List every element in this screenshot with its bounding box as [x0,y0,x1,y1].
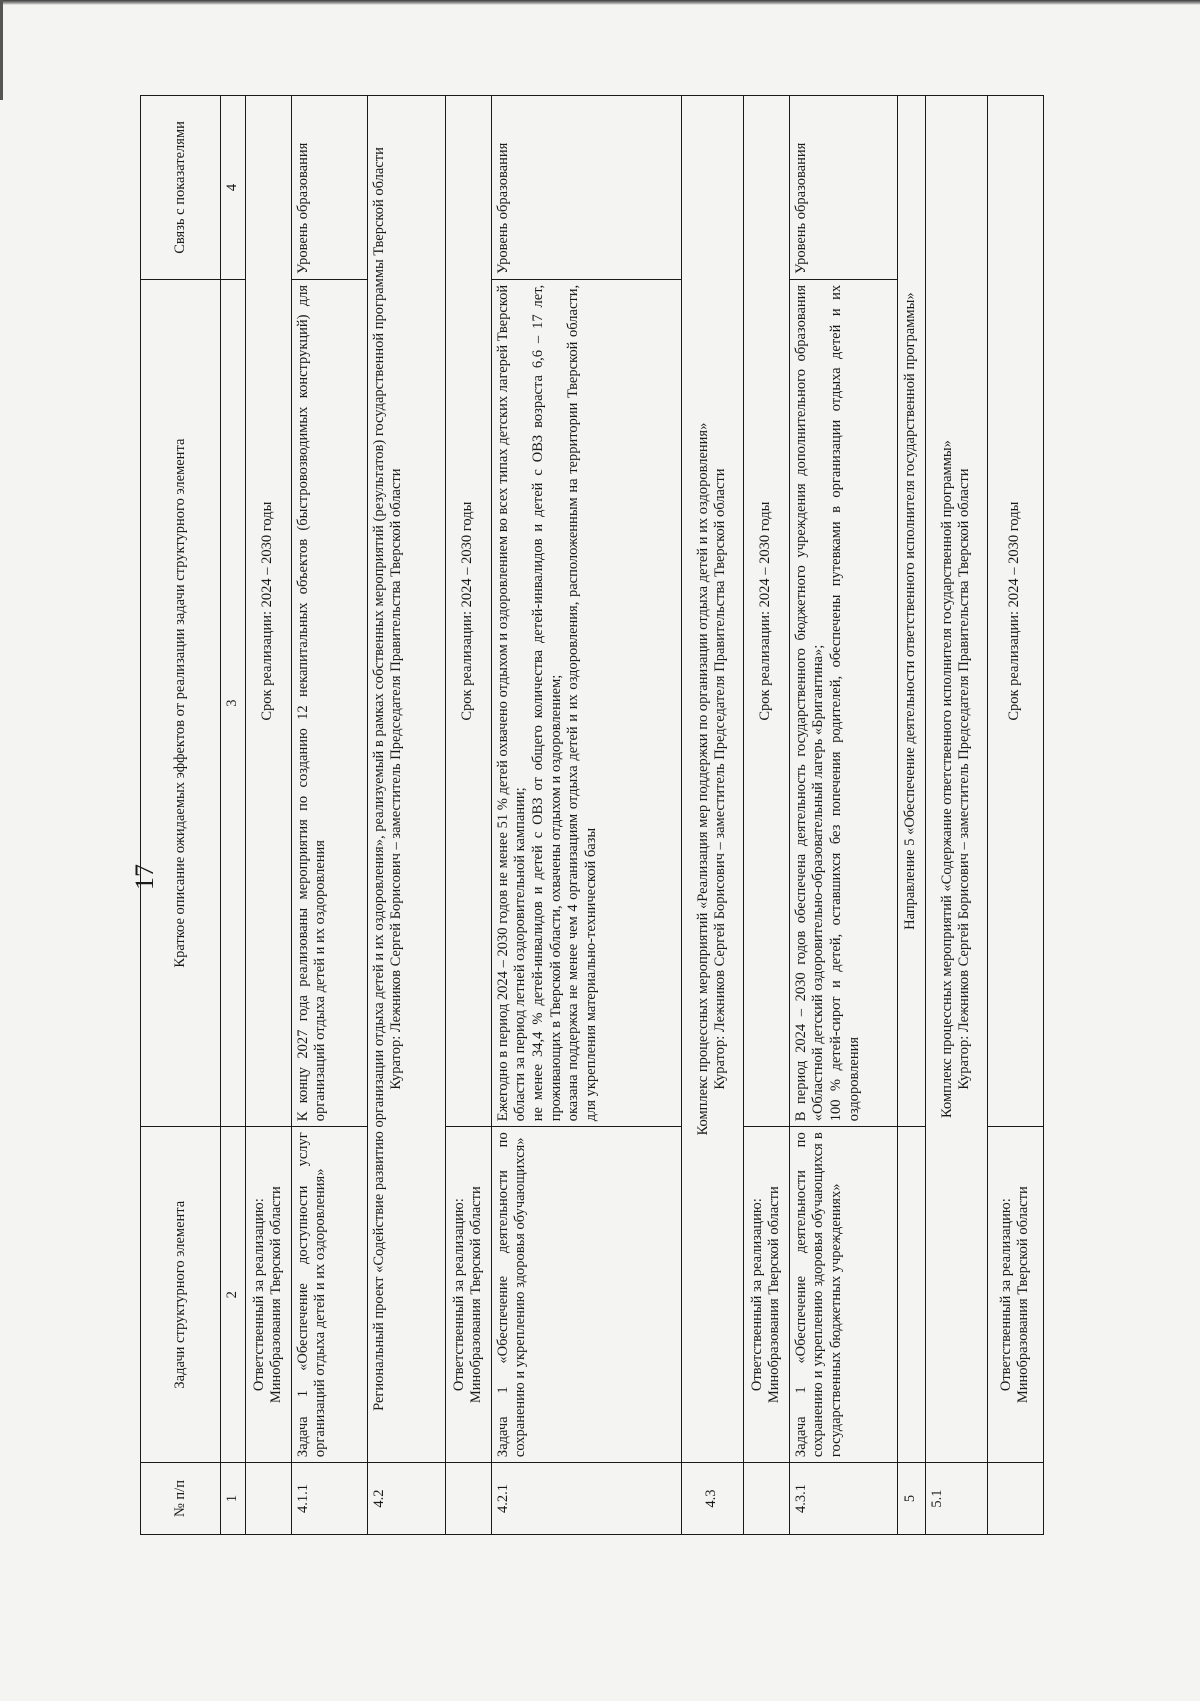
col-number-3: 3 [221,279,246,1126]
responsible-cell: Ответственный за реализацию: Минобразования Тверской области [445,1127,491,1463]
rotated-table-wrapper [140,95,1040,1535]
link-cell: Уровень образования [491,96,681,280]
term-cell: Срок реализации: 2024 – 2030 годы [987,96,1043,1127]
link-cell: Уровень образования [789,96,897,280]
header-task: Задачи структурного элемента [141,1127,221,1463]
row-number: 4.3.1 [789,1463,897,1535]
table-row [987,96,1043,1535]
col-number-4: 4 [221,96,246,280]
row-number: 4.2 [367,1463,445,1535]
section-title-cell: Направление 5 «Обеспечение деятельности ответственного исполнителя государственной программы» [897,96,925,1127]
table-row [245,96,291,1535]
table-row [743,96,789,1535]
column-numbers-row [221,96,246,1535]
table-row [291,96,367,1535]
col-number-2: 2 [221,1127,246,1463]
header-link: Связь с показателями [141,96,221,280]
description-cell: К концу 2027 года реализованы мероприятия по созданию 12 некапитальных объектов (быстровозводимых конструкций) для организаций отдыха детей и их оздоровления [291,279,367,1126]
col-number-1: 1 [221,1463,246,1535]
responsible-cell: Ответственный за реализацию: Минобразования Тверской области [987,1127,1043,1463]
header-num: № п/п [141,1463,221,1535]
page-number: 17 [130,864,159,890]
section-title-cell: Региональный проект «Содействие развитию организации отдыха детей и их оздоровления», реализуемый в рамках собственных мероприятий (результатов) государственной программы Тверской области Куратор: Лежников Сергей Борисович – заместитель Председателя Правительства Тверской области [367,96,445,1463]
description-cell: В период 2024 – 2030 годов обеспечена деятельность государственного бюджетного учреждения дополнительного образования «Областной детский оздоровительно-образовательный лагерь «Бригантина»; 100 % детей-сирот и детей, оставшихся без попечения родителей, обеспечены путевками в организации отдыха детей и их оздоровления [789,279,897,1126]
row-number: 5 [897,1463,925,1535]
table-row [491,96,681,1535]
table-row [925,96,987,1535]
task-cell: Задача 1 «Обеспечение деятельности по сохранению и укреплению здоровья обучающихся в государственных бюджетных учреждениях» [789,1127,897,1463]
table-row [681,96,743,1535]
task-cell: Задача 1 «Обеспечение деятельности по сохранению и укреплению здоровья обучающихся» [491,1127,681,1463]
term-cell: Срок реализации: 2024 – 2030 годы [245,96,291,1127]
structural-elements-table [140,95,1044,1535]
header-row [141,96,221,1535]
row-number: 4.3 [681,1463,743,1535]
scan-edge-left [0,0,3,100]
responsible-cell: Ответственный за реализацию: Минобразования Тверской области [245,1127,291,1463]
description-cell: Ежегодно в период 2024 – 2030 годов не менее 51 % детей охвачено отдыхом и оздоровлением во всех типах детских лагерей Тверской области за период летней оздоровительной кампании; не менее 34,4 % детей-инвалидов и детей с ОВЗ от общего количества детей-инвалидов и детей с ОВЗ возраста 6,6 – 17 лет, проживающих в Тверской области, охвачены отдыхом и оздоровлением; оказана поддержка не менее чем 4 организациям отдыха детей и их оздоровления, расположенным на территории Тверской области, для укрепления материально-технической базы [491,279,681,1126]
section-title-cell: Комплекс процессных мероприятий «Реализация мер поддержки по организации отдыха детей и их оздоровления» Куратор: Лежников Сергей Борисович – заместитель Председателя Правительства Тверской области [681,96,743,1463]
table-row [789,96,897,1535]
table-row [897,96,925,1535]
row-number: 5.1 [925,1463,987,1535]
row-number: 4.1.1 [291,1463,367,1535]
scan-edge-top [0,0,1200,5]
term-cell: Срок реализации: 2024 – 2030 годы [445,96,491,1127]
task-cell: Задача 1 «Обеспечение доступности услуг организаций отдыха детей и их оздоровления» [291,1127,367,1463]
section-title-cell: Комплекс процессных мероприятий «Содержание ответственного исполнителя государственной программы» Куратор: Лежников Сергей Борисович – заместитель Председателя Правительства Тверской области [925,96,987,1463]
header-description: Краткое описание ожидаемых эффектов от реализации задачи структурного элемента [141,279,221,1126]
term-cell: Срок реализации: 2024 – 2030 годы [743,96,789,1127]
responsible-cell: Ответственный за реализацию: Минобразования Тверской области [743,1127,789,1463]
table-row [367,96,445,1535]
row-number: 4.2.1 [491,1463,681,1535]
table-row [445,96,491,1535]
link-cell: Уровень образования [291,96,367,280]
